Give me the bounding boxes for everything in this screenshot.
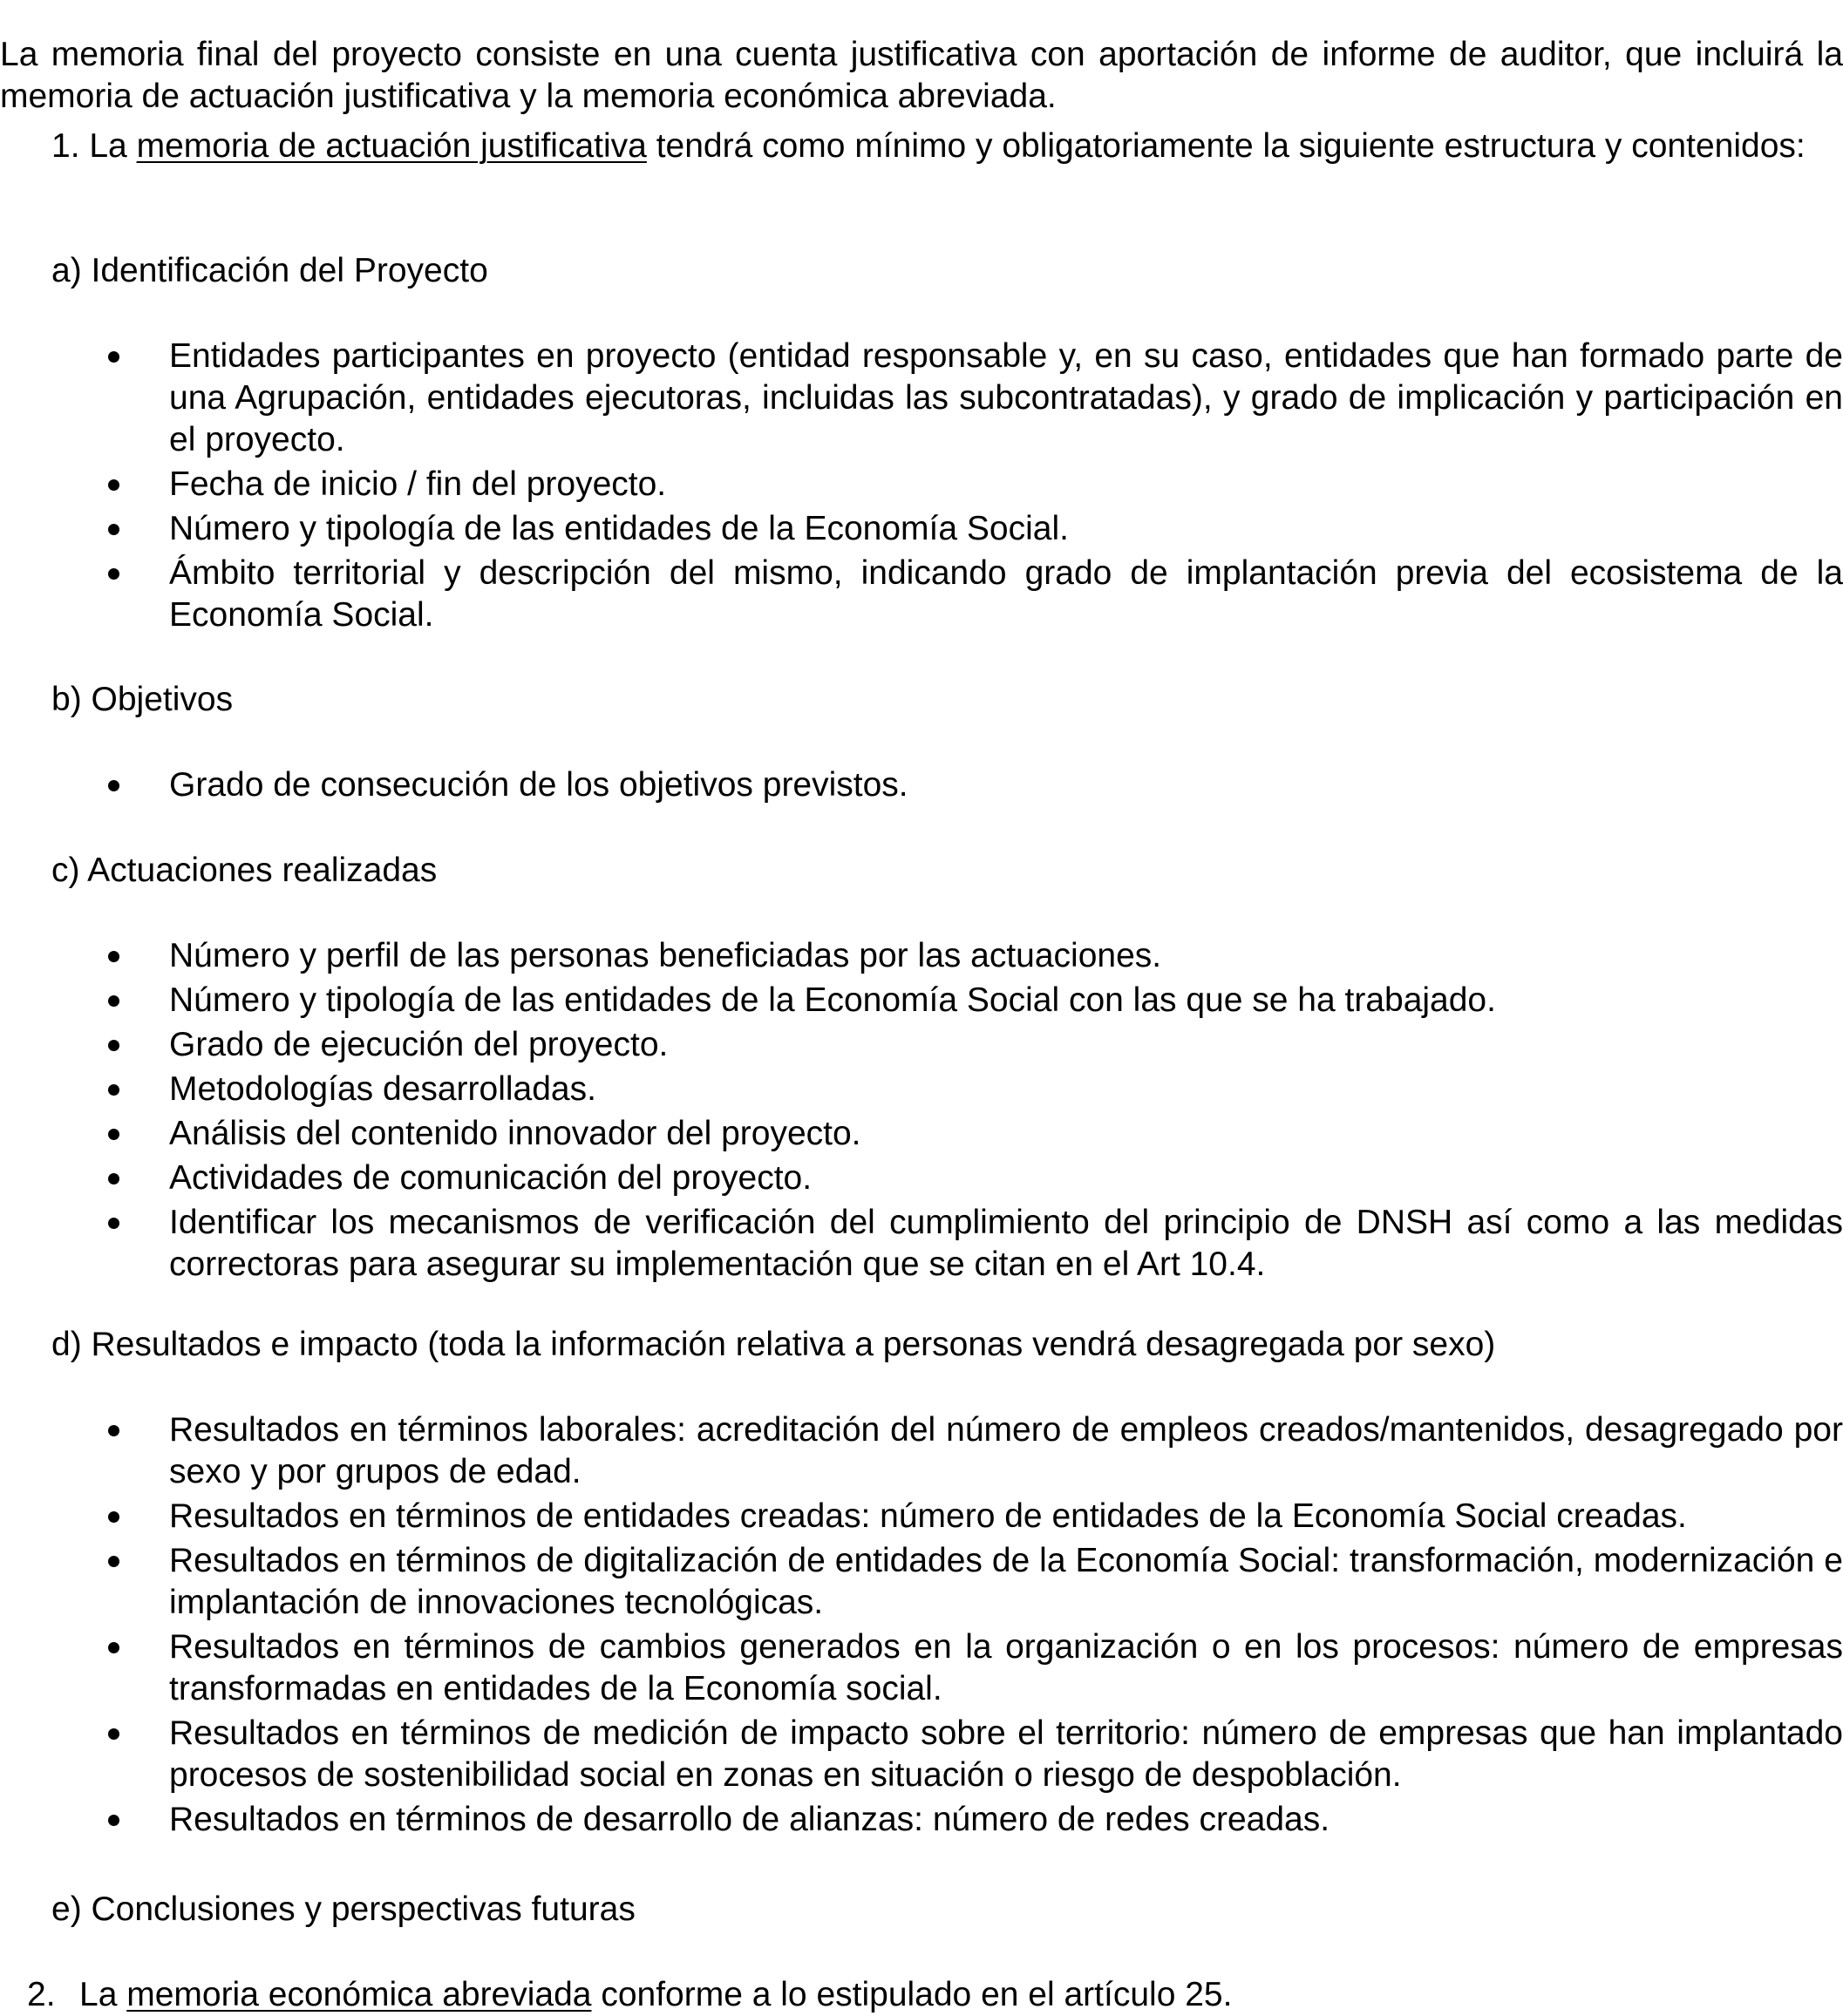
bullet-icon [108, 1173, 119, 1184]
section-c-heading: c) Actuaciones realizadas [51, 852, 438, 889]
list-item [0, 336, 1843, 461]
section-d-list [0, 1409, 1843, 1841]
list-item-text: Ámbito territorial y descripción del mismo, indicando grado de implantación previa del ecosistema de la Economía Social. [169, 554, 1843, 634]
list-item [0, 980, 1843, 1022]
bullet-icon [108, 524, 119, 535]
list-item [0, 464, 1843, 506]
section-c-list [0, 935, 1843, 1286]
item-2-prefix: La [79, 1976, 127, 2013]
item-2-number: 2. [27, 1976, 56, 2013]
list-item [0, 1540, 1843, 1624]
list-item-text: Número y tipología de las entidades de la Economía Social con las que se ha trabajado. [169, 981, 1496, 1019]
list-item [0, 1496, 1843, 1537]
item-1-prefix: 1. La [51, 127, 137, 165]
bullet-icon [108, 1728, 119, 1740]
bullet-icon [108, 1129, 119, 1140]
list-item [0, 935, 1843, 977]
bullet-icon [108, 1511, 119, 1523]
list-item-text: Entidades participantes en proyecto (entidad responsable y, en su caso, entidades que han formado parte de una Agrupación, entidades ejecutoras, incluidas las subcontratadas), y grado de implicación y participación en el proyecto. [169, 337, 1843, 458]
list-item-text: Número y tipología de las entidades de la Economía Social. [169, 510, 1069, 547]
list-item [0, 1713, 1843, 1796]
bullet-icon [108, 479, 119, 491]
list-item-text: Resultados en términos de desarrollo de alianzas: número de redes creadas. [169, 1801, 1330, 1838]
bullet-icon [108, 995, 119, 1007]
list-item-text: Resultados en términos de digitalización de entidades de la Economía Social: transformación, modernización e implantación de innovaciones tecnológicas. [169, 1542, 1843, 1621]
bullet-icon [108, 1218, 119, 1229]
bullet-icon [108, 1040, 119, 1051]
list-item-text: Actividades de comunicación del proyecto. [169, 1159, 813, 1197]
list-item [0, 1799, 1843, 1841]
bullet-icon [108, 951, 119, 962]
list-item-text: Grado de consecución de los objetivos previstos. [169, 766, 908, 804]
list-item-text: Resultados en términos de cambios generados en la organización o en los procesos: número de empresas transformadas en entidades de la Economía social. [169, 1628, 1843, 1707]
section-e-heading: e) Conclusiones y perspectivas futuras [51, 1890, 636, 1928]
bullet-icon [108, 1556, 119, 1567]
list-item-text: Fecha de inicio / fin del proyecto. [169, 465, 667, 503]
section-a-heading: a) Identificación del Proyecto [51, 252, 488, 289]
list-item-text: Identificar los mecanismos de verificación del cumplimiento del principio de DNSH así como a las medidas correctoras para asegurar su implementación que se citan en el Art 10.4. [169, 1204, 1843, 1283]
item-1-paragraph [51, 126, 1843, 167]
list-item [0, 764, 1843, 806]
bullet-icon [108, 1425, 119, 1436]
bullet-icon [108, 568, 119, 580]
list-item [0, 1409, 1843, 1493]
list-item-text: Resultados en términos laborales: acreditación del número de empleos creados/mantenidos, desagregado por sexo y por grupos de edad. [169, 1411, 1843, 1490]
list-item [0, 1157, 1843, 1199]
list-item [0, 508, 1843, 550]
list-item [0, 1202, 1843, 1286]
list-item-text: Metodologías desarrolladas. [169, 1070, 596, 1108]
item-2-rest: conforme a lo estipulado en el artículo 25. [591, 1976, 1233, 2013]
bullet-icon [108, 351, 119, 363]
list-item-text: Grado de ejecución del proyecto. [169, 1026, 669, 1063]
list-item-text: Resultados en términos de medición de impacto sobre el territorio: número de empresas que han implantado procesos de sostenibilidad social en zonas en situación o riesgo de despoblación. [169, 1714, 1843, 1794]
bullet-icon [108, 1815, 119, 1826]
list-item-text: Resultados en términos de entidades creadas: número de entidades de la Economía Social creadas. [169, 1497, 1687, 1535]
item-1-underlined-term: memoria de actuación justificativa [136, 127, 647, 165]
item-1-rest: tendrá como mínimo y obligatoriamente la siguiente estructura y contenidos: [646, 127, 1806, 165]
list-item [0, 553, 1843, 636]
bullet-icon [108, 1642, 119, 1653]
list-item [0, 1069, 1843, 1110]
intro-paragraph: La memoria final del proyecto consiste en una cuenta justificativa con aportación de informe de auditor, que incluirá la memoria de actuación justificativa y la memoria económica abreviada. [0, 36, 1843, 115]
bullet-icon [108, 780, 119, 791]
item-2-underlined-term: memoria económica abreviada [126, 1976, 592, 2013]
section-a-list [0, 336, 1843, 636]
section-d-heading: d) Resultados e impacto (toda la información relativa a personas vendrá desagregada por sexo) [51, 1326, 1496, 1363]
list-item [0, 1113, 1843, 1155]
bullet-icon [108, 1084, 119, 1096]
list-item-text: Número y perfil de las personas beneficiadas por las actuaciones. [169, 937, 1162, 974]
section-b-heading: b) Objetivos [51, 681, 234, 718]
list-item [0, 1626, 1843, 1710]
section-b-list [0, 764, 1843, 806]
list-item-text: Análisis del contenido innovador del proyecto. [169, 1115, 861, 1152]
list-item [0, 1024, 1843, 1066]
item-2-text [79, 1974, 1232, 2016]
